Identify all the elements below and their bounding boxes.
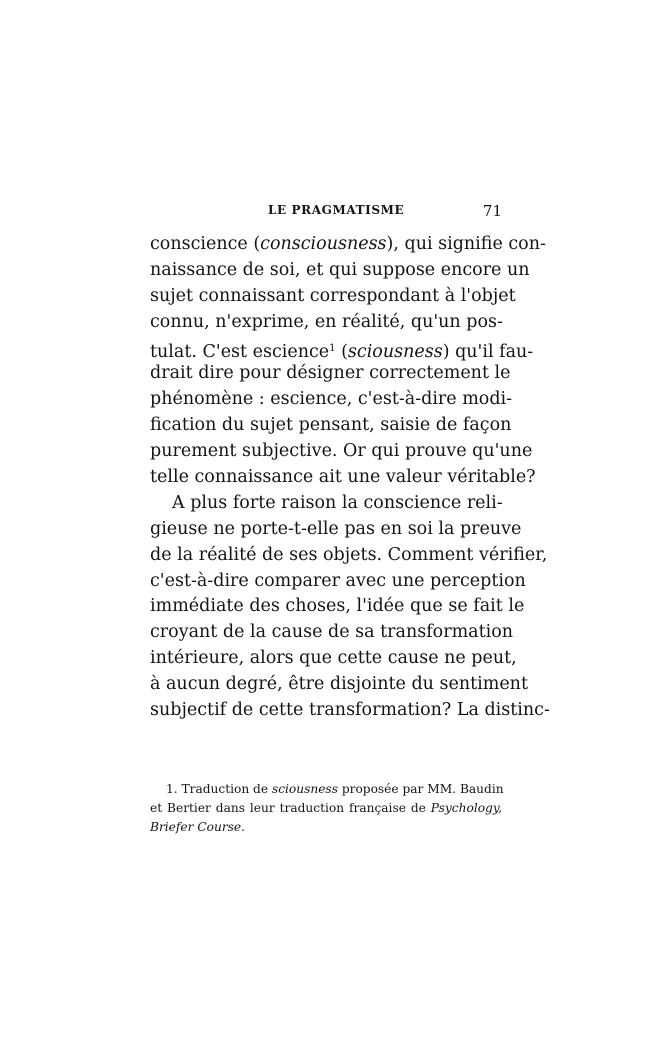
text-line: A plus forte raison la conscience reli- xyxy=(172,492,503,513)
italic-term: sciousness xyxy=(271,782,338,796)
footnote-line: 1. Traduction de sciousness proposée par MM. Baudin xyxy=(166,782,504,796)
text-line: à aucun degré, être disjointe du sentiment xyxy=(150,674,528,695)
italic-term: sciousness xyxy=(347,341,443,362)
body-text xyxy=(150,232,550,724)
footnote-marker: 1 xyxy=(329,342,336,354)
text-line: sujet connaissant correspondant à l'objet xyxy=(150,285,516,306)
text-line: c'est-à-dire comparer avec une perception xyxy=(150,570,526,591)
text-line: purement subjective. Or qui prouve qu'une xyxy=(150,441,533,462)
text-line: conscience (consciousness), qui signifie con- xyxy=(150,234,546,254)
text-line: naissance de soi, et qui suppose encore un xyxy=(150,259,530,280)
text-line: fication du sujet pensant, saisie de façon xyxy=(150,415,512,436)
text-line: immédiate des choses, l'idée que se fait le xyxy=(150,596,525,617)
running-head xyxy=(150,203,502,223)
page-number: 71 xyxy=(482,202,502,220)
footnote xyxy=(150,780,502,837)
text-line: gieuse ne porte-t-elle pas en soi la preuve xyxy=(150,518,522,539)
text-line: telle connaissance ait une valeur véritable? xyxy=(150,467,536,488)
text-line: de la réalité de ses objets. Comment vérifier, xyxy=(150,544,548,565)
text-line: connu, n'exprime, en réalité, qu'un pos- xyxy=(150,311,503,332)
text-line: croyant de la cause de sa transformation xyxy=(150,622,514,643)
footnote-line: et Bertier dans leur traduction française de Psychology, xyxy=(150,801,502,815)
text-line: drait dire pour désigner correctement le xyxy=(150,363,511,384)
italic-term: consciousness xyxy=(260,234,387,254)
running-title: LE PRAGMATISME xyxy=(268,203,405,217)
text-line: intérieure, alors que cette cause ne peut, xyxy=(150,648,517,669)
text-line: tulat. C'est escience$^1$ (sciousness) qu'il fau- xyxy=(150,341,534,362)
italic-term: Psychology, xyxy=(430,801,502,815)
text-line: phénomène : escience, c'est-à-dire modi- xyxy=(150,389,513,410)
text-line: subjectif de cette transformation? La distinc- xyxy=(150,700,550,721)
footnote-line: Briefer Course. xyxy=(150,820,245,834)
